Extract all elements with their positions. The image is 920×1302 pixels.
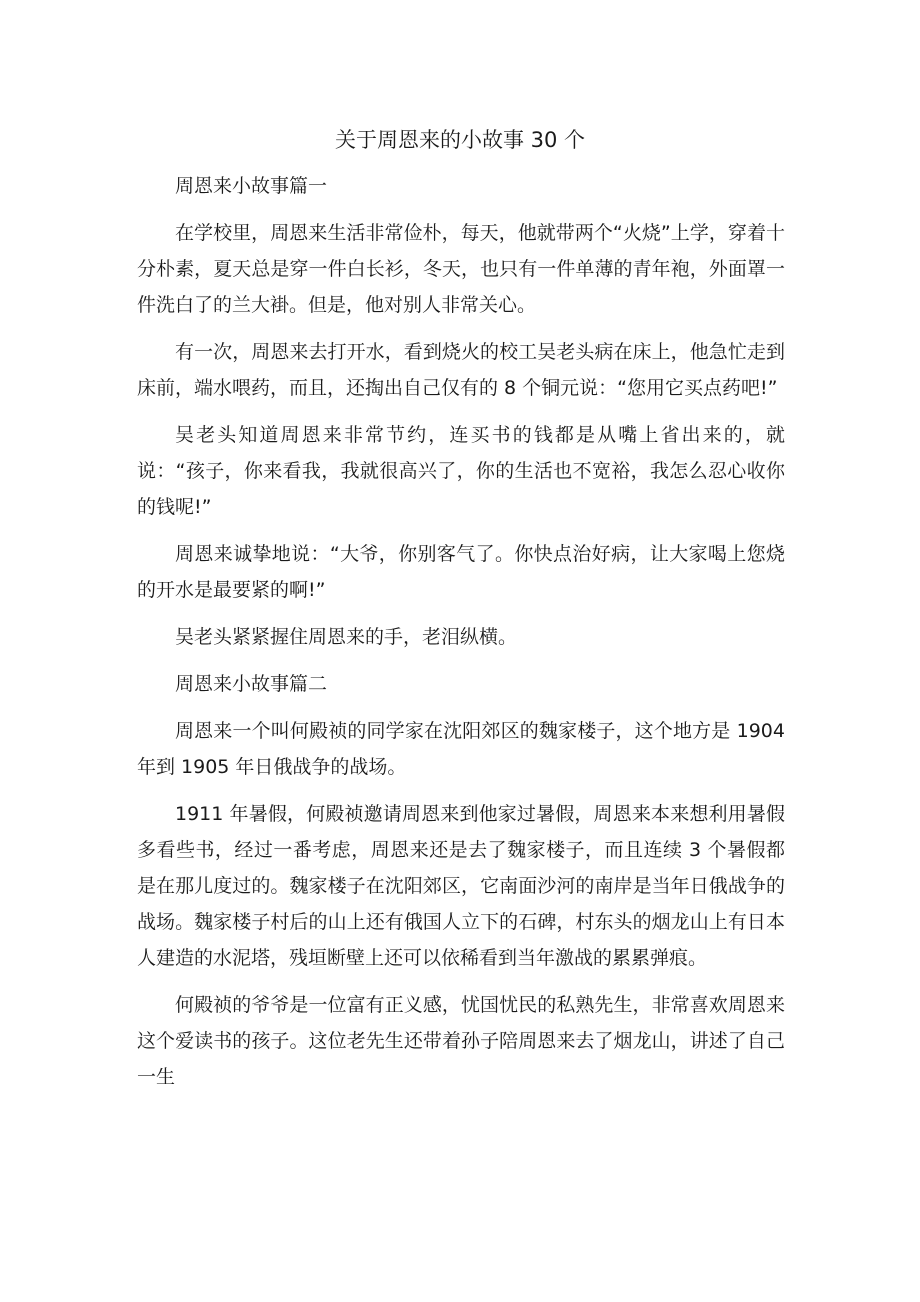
paragraph: 有一次，周恩来去打开水，看到烧火的校工吴老头病在床上，他急忙走到床前，端水喂药，而且，还掏出自己仅有的 8 个铜元说：“您用它买点药吧!” [137, 341, 785, 399]
paragraph: 吴老头知道周恩来非常节约，连买书的钱都是从嘴上省出来的，就说：“孩子，你来看我，我就很高兴了，你的生活也不宽裕，我怎么忍心收你的钱呢!” [137, 424, 785, 518]
document-title: 关于周恩来的小故事 30 个 [334, 128, 586, 152]
document-body [137, 168, 785, 1106]
paragraph: 在学校里，周恩来生活非常俭朴，每天，他就带两个“火烧”上学，穿着十分朴素，夏天总是穿一件白长衫，冬天，也只有一件单薄的青年袍，外面罩一件洗白了的兰大褂。但是，他对别人非常关心。 [137, 222, 785, 316]
paragraph: 吴老头紧紧握住周恩来的手，老泪纵横。 [175, 626, 518, 648]
paragraph: 周恩来一个叫何殿祯的同学家在沈阳郊区的魏家楼子，这个地方是 1904 年到 1905 年日俄战争的战场。 [137, 720, 785, 778]
paragraph: 周恩来诚挚地说：“大爷，你别客气了。你快点治好病，让大家喝上您烧的开水是最要紧的啊!” [137, 543, 785, 601]
paragraph: 1911 年暑假，何殿祯邀请周恩来到他家过暑假，周恩来本来想利用暑假多看些书，经过一番考虑，周恩来还是去了魏家楼子，而且连续 3 个暑假都是在那儿度过的。魏家楼子在沈阳郊区，它南面沙河的南岸是当年日俄战争的战场。魏家楼子村后的山上还有俄国人立下的石碑，村东头的烟龙山上有日本人建造的水泥塔，残垣断壁上还可以依稀看到当年激战的累累弹痕。 [137, 803, 785, 969]
section-heading-1: 周恩来小故事篇一 [175, 175, 328, 197]
section-heading-2: 周恩来小故事篇二 [175, 673, 328, 695]
paragraph: 何殿祯的爷爷是一位富有正义感，忧国忧民的私熟先生，非常喜欢周恩来这个爱读书的孩子。这位老先生还带着孙子陪周恩来去了烟龙山，讲述了自己一生 [137, 994, 785, 1088]
